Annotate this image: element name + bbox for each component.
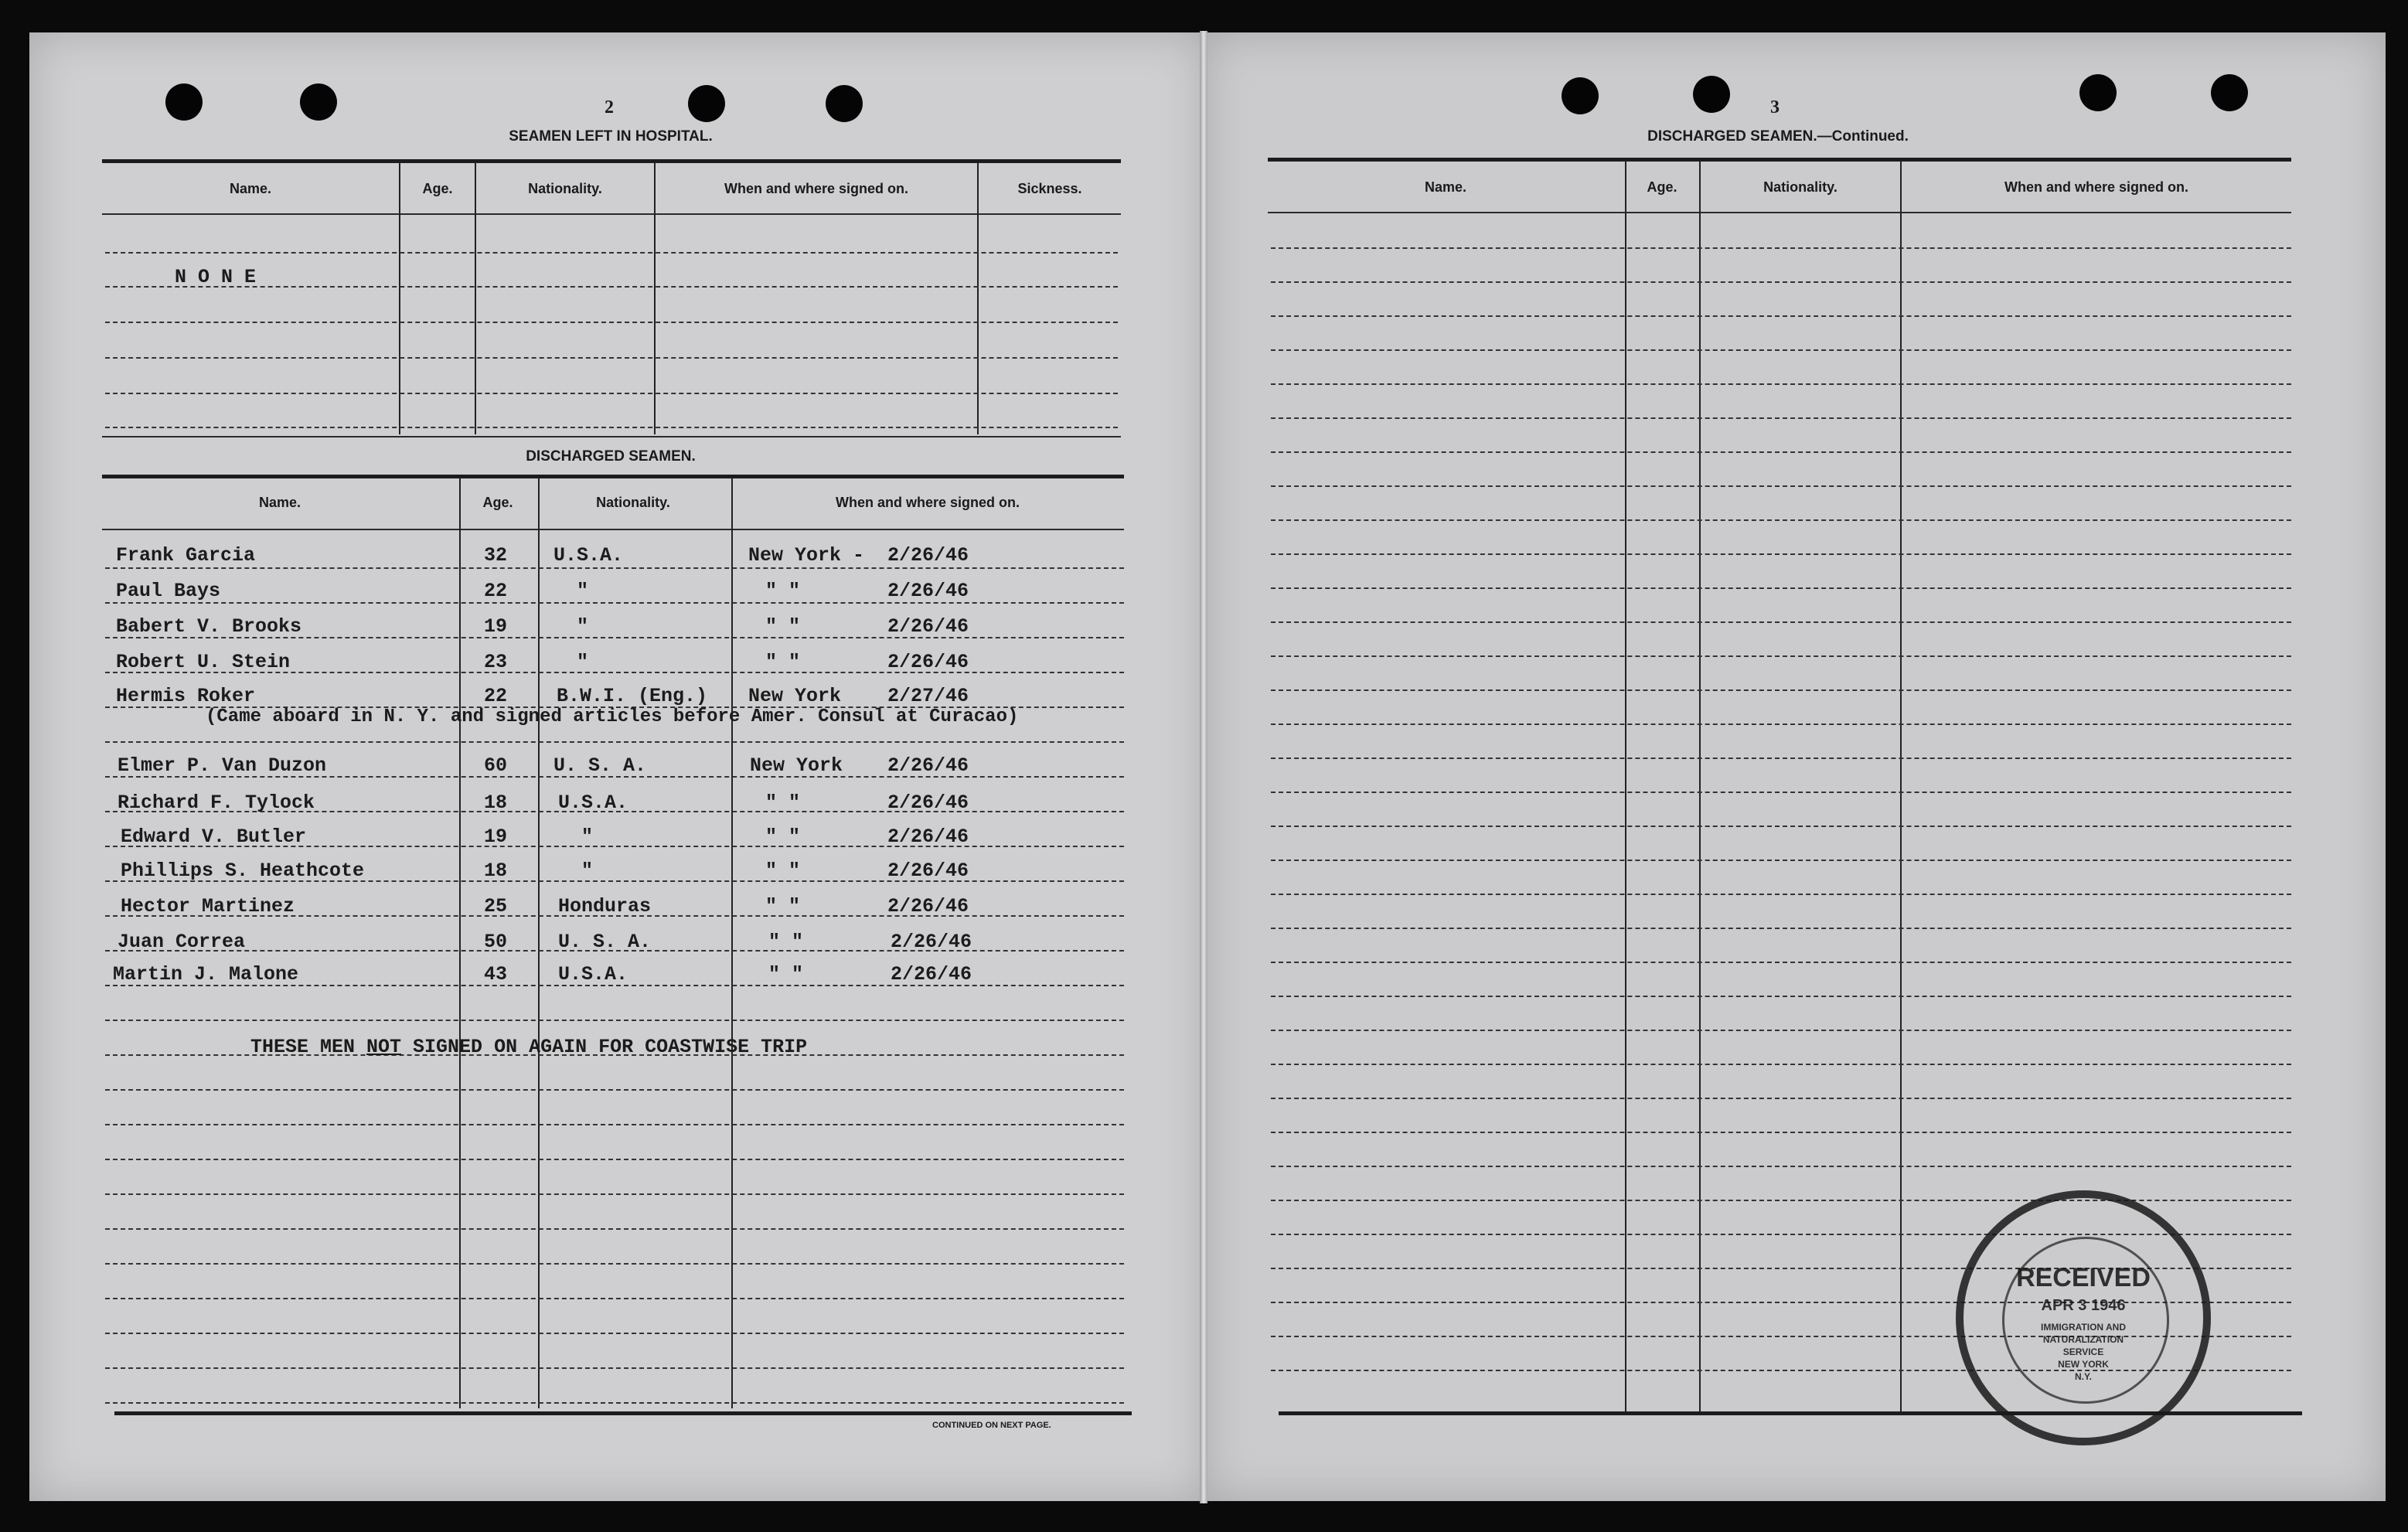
dotted-line <box>1271 1200 2291 1201</box>
right-col-divider <box>1900 161 1902 1413</box>
page-fold <box>1200 31 1207 1503</box>
discharged-table-top-rule <box>102 475 1124 478</box>
punch-hole-icon <box>2079 74 2117 111</box>
dotted-line <box>1271 757 2291 759</box>
seaman-signed-place: " " <box>768 931 804 953</box>
dotted-line <box>1271 860 2291 861</box>
right-col-nationality: Nationality. <box>1763 179 1838 195</box>
hospital-table-bottom-rule <box>102 436 1121 437</box>
page-number: 3 <box>1770 97 1780 117</box>
seaman-nationality: " <box>577 651 589 673</box>
dotted-line <box>105 1124 1124 1125</box>
seaman-age: 25 <box>484 895 508 917</box>
seaman-name: Paul Bays <box>116 580 221 602</box>
page-number: 2 <box>605 97 614 117</box>
dotted-line <box>1271 689 2291 691</box>
dotted-line <box>1271 247 2291 249</box>
dotted-line <box>1271 519 2291 521</box>
dotted-line <box>105 567 1124 569</box>
dotted-line <box>1271 587 2291 589</box>
seaman-name: Robert U. Stein <box>116 651 291 673</box>
stamp-date: APR 3 1946 <box>2041 1297 2126 1314</box>
right-col-divider <box>1699 161 1701 1413</box>
right-table-top-rule <box>1268 158 2291 162</box>
punch-hole-icon <box>165 83 203 121</box>
dotted-line <box>105 427 1118 428</box>
hospital-col-name: Name. <box>229 181 272 196</box>
punch-hole-icon <box>1693 76 1730 113</box>
received-stamp <box>1956 1190 2211 1445</box>
dotted-line <box>1271 349 2291 351</box>
seaman-signed-date: 2/26/46 <box>887 754 969 777</box>
seaman-signed-place: " " <box>765 860 801 882</box>
roker-remark: (Came aboard in N. Y. and signed articles before Amer. Consul at Curacao) <box>206 706 1019 727</box>
seaman-age: 19 <box>484 826 508 848</box>
dotted-line <box>1271 1064 2291 1065</box>
seaman-signed-place: " " <box>765 792 801 814</box>
dotted-line <box>105 1228 1124 1230</box>
dotted-line <box>1271 417 2291 419</box>
dotted-line <box>105 322 1118 323</box>
dotted-line <box>1271 1166 2291 1167</box>
dotted-line <box>105 357 1118 359</box>
dotted-line <box>1271 621 2291 623</box>
dotted-line <box>1271 723 2291 725</box>
right-col-age: Age. <box>1647 179 1677 195</box>
seaman-name: Richard F. Tylock <box>118 792 315 814</box>
stamp-line: NATURALIZATION <box>2042 1334 2124 1345</box>
seaman-age: 43 <box>484 963 508 986</box>
coastwise-note-suffix: SIGNED ON AGAIN FOR COASTWISE TRIP <box>401 1036 808 1058</box>
dotted-line <box>1271 553 2291 555</box>
stamp-line: SERVICE <box>2062 1346 2104 1357</box>
discharged-col-nationality: Nationality. <box>596 495 670 510</box>
dotted-line <box>105 252 1118 254</box>
seaman-nationality: U. S. A. <box>558 931 652 953</box>
continued-note: CONTINUED ON NEXT PAGE. <box>932 1421 1051 1430</box>
dotted-line <box>105 741 1124 743</box>
seaman-signed-date: 2/26/46 <box>887 792 969 814</box>
hospital-none-entry: N O N E <box>175 266 257 288</box>
punch-hole-icon <box>2211 74 2248 111</box>
seaman-age: 32 <box>484 544 508 567</box>
dotted-line <box>1271 792 2291 793</box>
seaman-nationality: " <box>581 826 594 848</box>
punch-hole-icon <box>1562 77 1599 114</box>
seaman-signed-date: 2/26/46 <box>887 895 969 917</box>
dotted-line <box>105 286 1118 288</box>
seaman-nationality: " <box>577 615 589 638</box>
dotted-line <box>105 1367 1124 1369</box>
seaman-nationality: Honduras <box>558 895 652 917</box>
right-header-rule <box>1268 212 2291 213</box>
dotted-line <box>105 1193 1124 1195</box>
dotted-line <box>1271 962 2291 963</box>
dotted-line <box>1271 281 2291 283</box>
punch-hole-icon <box>826 85 863 122</box>
punch-hole-icon <box>300 83 337 121</box>
seaman-signed-place: " " <box>765 826 801 848</box>
discharged-section-title: DISCHARGED SEAMEN. <box>526 448 696 465</box>
seaman-signed-place: New York <box>750 754 843 777</box>
seaman-signed-place: " " <box>765 895 801 917</box>
hospital-section-title: SEAMEN LEFT IN HOSPITAL. <box>509 128 713 145</box>
dotted-line <box>1271 485 2291 487</box>
seaman-nationality: " <box>581 860 594 882</box>
stamp-line: N.Y. <box>2074 1371 2092 1382</box>
stamp-line: NEW YORK <box>2058 1359 2109 1370</box>
coastwise-note <box>250 1036 807 1058</box>
seaman-signed-place: " " <box>765 615 801 638</box>
dotted-line <box>1271 894 2291 895</box>
hospital-col-sickness: Sickness. <box>1017 181 1082 196</box>
discharged-col-age: Age. <box>482 495 513 510</box>
seaman-age: 18 <box>484 792 508 814</box>
discharged-header-rule <box>102 529 1124 530</box>
dotted-line <box>1271 1030 2291 1031</box>
discharged-col-divider <box>538 478 540 1408</box>
dotted-line <box>105 1263 1124 1265</box>
seaman-signed-date: 2/26/46 <box>887 860 969 882</box>
seaman-age: 19 <box>484 615 508 638</box>
dotted-line <box>105 1159 1124 1160</box>
dotted-line <box>1271 826 2291 827</box>
stamp-word: RECEIVED <box>2016 1263 2151 1292</box>
stamp-line: IMMIGRATION AND <box>2041 1322 2126 1333</box>
right-col-divider <box>1625 161 1626 1413</box>
seaman-age: 60 <box>484 754 508 777</box>
seaman-signed-date: 2/27/46 <box>887 685 969 707</box>
seaman-nationality: B.W.I. (Eng.) <box>557 685 708 707</box>
seaman-nationality: U.S.A. <box>553 544 624 567</box>
seaman-signed-date: 2/26/46 <box>887 544 969 567</box>
seaman-name: Edward V. Butler <box>121 826 307 848</box>
dotted-line <box>1271 996 2291 997</box>
seaman-age: 22 <box>484 580 508 602</box>
right-col-name: Name. <box>1424 179 1467 195</box>
seaman-nationality: U.S.A. <box>558 792 628 814</box>
dotted-line <box>1271 315 2291 317</box>
discharged-continued-title: DISCHARGED SEAMEN.—Continued. <box>1647 128 1909 145</box>
seaman-age: 18 <box>484 860 508 882</box>
discharged-col-signed-on: When and where signed on. <box>835 495 1020 510</box>
dotted-line <box>105 602 1124 604</box>
discharged-col-divider <box>459 478 461 1408</box>
seaman-nationality: " <box>577 580 589 602</box>
seaman-signed-date: 2/26/46 <box>891 963 972 986</box>
hospital-table-top-rule <box>102 159 1121 163</box>
seaman-signed-place: " " <box>765 580 801 602</box>
discharged-col-name: Name. <box>258 495 301 510</box>
seaman-signed-date: 2/26/46 <box>891 931 972 953</box>
seaman-name: Elmer P. Van Duzon <box>118 754 327 777</box>
punch-hole-icon <box>688 85 725 122</box>
dotted-line <box>105 1089 1124 1091</box>
seaman-nationality: U. S. A. <box>553 754 647 777</box>
discharged-col-divider <box>731 478 733 1408</box>
right-col-signed-on: When and where signed on. <box>2004 179 2189 195</box>
seaman-signed-date: 2/26/46 <box>887 580 969 602</box>
seaman-nationality: U.S.A. <box>558 963 628 986</box>
seaman-signed-place: New York <box>748 685 842 707</box>
seaman-signed-place: " " <box>768 963 804 986</box>
dotted-line <box>1271 1098 2291 1099</box>
seaman-name: Babert V. Brooks <box>116 615 302 638</box>
seaman-name: Frank Garcia <box>116 544 256 567</box>
seaman-name: Hermis Roker <box>116 685 256 707</box>
hospital-col-nationality: Nationality. <box>528 181 602 196</box>
dotted-line <box>105 1402 1124 1404</box>
seaman-name: Martin J. Malone <box>113 963 299 986</box>
dotted-line <box>105 1333 1124 1334</box>
dotted-line <box>1271 1132 2291 1133</box>
seaman-name: Juan Correa <box>118 931 246 953</box>
hospital-col-signed-on: When and where signed on. <box>724 181 909 196</box>
coastwise-note-prefix: THESE MEN <box>250 1036 367 1058</box>
dotted-line <box>105 1020 1124 1021</box>
dotted-line <box>105 1298 1124 1299</box>
seaman-name: Phillips S. Heathcote <box>121 860 365 882</box>
seaman-signed-place: New York - <box>748 544 865 567</box>
seaman-name: Hector Martinez <box>121 895 295 917</box>
seaman-age: 23 <box>484 651 508 673</box>
seaman-age: 50 <box>484 931 508 953</box>
dotted-line <box>105 393 1118 394</box>
dotted-line <box>1271 928 2291 929</box>
seaman-signed-date: 2/26/46 <box>887 826 969 848</box>
seaman-signed-date: 2/26/46 <box>887 615 969 638</box>
dotted-line <box>1271 655 2291 657</box>
seaman-signed-date: 2/26/46 <box>887 651 969 673</box>
hospital-header-rule <box>102 213 1121 215</box>
seaman-age: 22 <box>484 685 508 707</box>
discharged-table-bottom-rule <box>114 1411 1132 1415</box>
hospital-col-age: Age. <box>422 181 453 196</box>
seaman-signed-place: " " <box>765 651 801 673</box>
right-page <box>1203 32 2386 1501</box>
coastwise-note-not: NOT <box>366 1036 402 1058</box>
dotted-line <box>1271 383 2291 385</box>
dotted-line <box>1271 451 2291 453</box>
